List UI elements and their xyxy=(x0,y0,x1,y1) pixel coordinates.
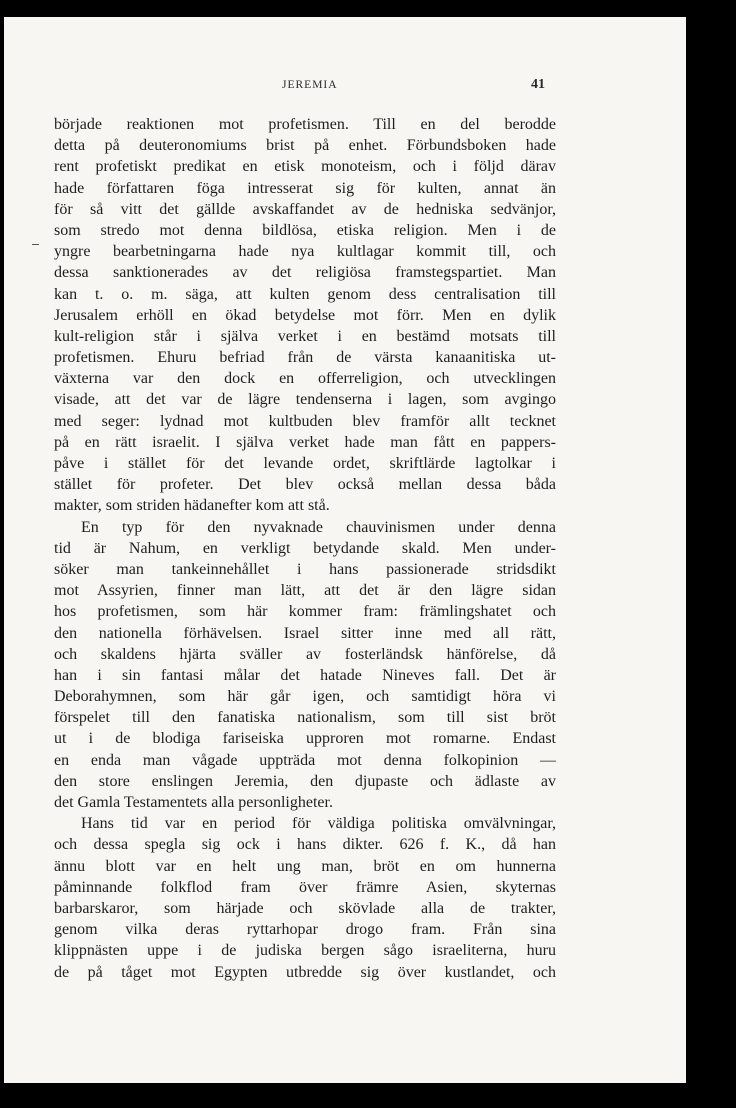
text-line: kult-religion står i själva verket i en bestämd motsats till xyxy=(54,327,556,345)
text-line: makter, som striden hädanefter kom att stå. xyxy=(54,497,330,515)
text-line: den nationella förhävelsen. Israel sitter inne med all rätt, xyxy=(54,624,556,642)
text-line: Hans tid var en period för väldiga politiska omvälvningar, xyxy=(81,815,556,833)
text-line: stället för profeter. Det blev också mellan dessa båda xyxy=(54,476,556,494)
text-line: för så vitt det gällde avskaffandet av de hedniska sedvänjor, xyxy=(54,200,556,218)
text-line: Jerusalem erhöll en ökad betydelse mot förr. Men en dylik xyxy=(54,306,556,324)
text-line: den store enslingen Jeremia, den djupaste och ädlaste av xyxy=(54,772,556,790)
text-line: påminnande folkflod fram över främre Asien, skyternas xyxy=(54,878,556,896)
text-line: de på tåget mot Egypten utbredde sig över kustlandet, och xyxy=(54,963,556,981)
text-line: dessa sanktionerades av det religiösa framstegspartiet. Man xyxy=(54,264,556,282)
text-line: söker man tankeinnehållet i hans passionerade stridsdikt xyxy=(54,560,556,578)
book-page xyxy=(4,17,686,1083)
text-line: det Gamla Testamentets alla personligheter. xyxy=(54,794,333,811)
text-line: på en rätt israelit. I själva verket hade man fått en pappers- xyxy=(54,433,556,451)
text-line: yngre bearbetningarna hade nya kultlagar kommit till, och xyxy=(54,243,556,261)
text-line: påve i stället för det levande ordet, skriftlärde lagtolkar i xyxy=(54,455,556,472)
text-line: profetismen. Ehuru befriad från de värsta kanaanitiska ut- xyxy=(54,349,556,367)
text-line: ut i de blodiga fariseiska upproren mot romarne. Endast xyxy=(54,730,556,748)
text-line: började reaktionen mot profetismen. Till en del berodde xyxy=(54,116,556,133)
text-line: rent profetiskt predikat en etisk monoteism, och i följd därav xyxy=(54,158,556,176)
text-line: och dessa spegla sig ock i hans dikter. 626 f. K., då han xyxy=(54,836,556,854)
text-line: detta på deuteronomiums brist på enhet. Förbundsboken hade xyxy=(54,137,556,155)
text-line: ännu blott var en helt ung man, bröt en om hunnerna xyxy=(54,857,556,875)
text-line: mot Assyrien, finner man lätt, att det är den lägre sidan xyxy=(54,582,556,600)
text-line: hos profetismen, som här kommer fram: främlingshatet och xyxy=(54,603,556,621)
text-line: genom vilka deras ryttarhopar drogo fram. Från sina xyxy=(54,921,556,939)
running-head: JEREMIA xyxy=(282,79,338,91)
text-line: klippnästen uppe i de judiska bergen sågo israeliterna, huru xyxy=(54,942,556,960)
text-line: en enda man vågade uppträda mot denna folkopinion — xyxy=(54,751,556,769)
text-line: tid är Nahum, en verkligt betydande skald. Men under- xyxy=(54,539,556,557)
text-line: och skaldens hjärta sväller av fosterländsk hänförelse, då xyxy=(54,645,556,663)
text-line: han i sin fantasi målar det hatade Nineves fall. Det är xyxy=(54,666,556,684)
text-line: förspelet till den fanatiska nationalism, som till sist bröt xyxy=(54,709,556,727)
text-line: En typ för den nyvaknade chauvinismen under denna xyxy=(81,518,556,536)
text-line: som stredo mot denna bildlösa, etiska religion. Men i de xyxy=(54,221,556,239)
text-line: kan t. o. m. säga, att kulten genom dess centralisation till xyxy=(54,285,556,303)
text-line: barbarskaror, som härjade och skövlade alla de trakter, xyxy=(54,899,556,917)
text-line: med seger: lydnad mot kultbuden blev framför allt tecknet xyxy=(54,412,556,430)
text-line: hade författaren föga intresserat sig för kulten, annat än xyxy=(54,179,556,197)
margin-mark xyxy=(32,244,39,245)
text-line: Deborahymnen, som här går igen, och samtidigt höra vi xyxy=(54,688,556,706)
text-line: visade, att det var de lägre tendenserna i lagen, som avgingo xyxy=(54,391,556,409)
text-line: växterna var den dock en offerreligion, och utvecklingen xyxy=(54,370,556,388)
body-text xyxy=(54,114,556,983)
page-number: 41 xyxy=(531,77,545,92)
